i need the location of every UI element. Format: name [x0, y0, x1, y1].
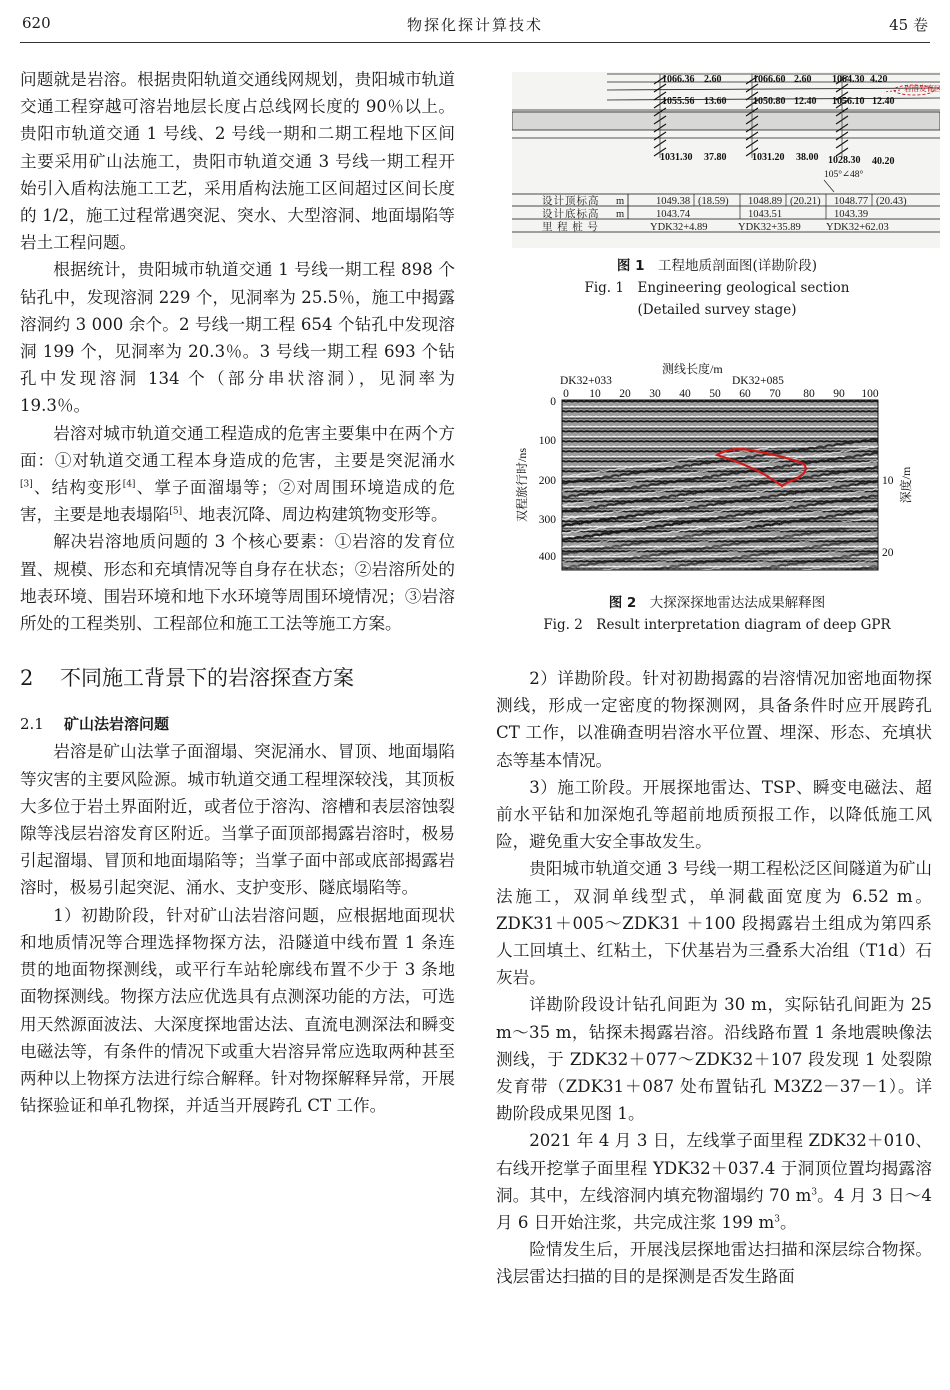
- depth-tick: 10: [882, 475, 894, 487]
- figure-2-caption: [487, 592, 947, 636]
- x-tick: 20: [619, 388, 631, 400]
- text-run: 岩溶对城市轨道交通工程造成的危害主要集中在两个方面：①对轨道交通工程本身造成的危害，主要是突泥涌水: [20, 423, 455, 470]
- borehole-label: 13.60: [704, 96, 727, 107]
- x-tick: 100: [861, 388, 879, 400]
- citation-ref[interactable]: [5]: [169, 506, 183, 517]
- x-tick: 10: [589, 388, 601, 400]
- caption-en: Fig. 2 Result interpretation diagram of deep GPR: [543, 617, 891, 633]
- right-column: [496, 665, 932, 1291]
- caption-text: 工程地质剖面图(详勘阶段): [658, 258, 818, 274]
- karst-zone-annotation: 岩溶发育区: [904, 84, 940, 93]
- caption-zh: [487, 255, 947, 277]
- station-marker: DK32+085: [732, 375, 784, 387]
- y-tick: 100: [538, 435, 556, 447]
- y-tick: 200: [538, 475, 556, 487]
- caption-text: 大探深探地雷达法成果解释图: [649, 595, 826, 611]
- borehole-label: 1066.60: [753, 74, 786, 85]
- superscript: 3: [774, 1214, 780, 1225]
- y-tick: 300: [538, 514, 556, 526]
- figure-2: [512, 360, 940, 575]
- table-cell: 1049.38: [656, 196, 691, 207]
- x-tick: 60: [739, 388, 751, 400]
- x-tick: 50: [709, 388, 721, 400]
- caption-en: (Detailed survey stage): [637, 302, 797, 318]
- table-cell: (18.59): [698, 196, 729, 207]
- borehole-label: 12.40: [872, 96, 895, 107]
- table-cell: YDK32+62.03: [826, 222, 889, 233]
- subsection-number: 2.1: [20, 715, 44, 734]
- borehole-label: 38.00: [796, 152, 819, 163]
- borehole-label: 1050.80: [753, 96, 786, 107]
- borehole-label: 1028.30: [828, 155, 861, 166]
- table-row-label: 设计底标高: [542, 209, 600, 220]
- table-cell: 1048.89: [748, 196, 783, 207]
- y-tick: 400: [538, 551, 556, 563]
- borehole-label: 1056.10: [832, 96, 865, 107]
- paragraph: 险情发生后，开展浅层探地雷达扫描和深层综合物探。浅层雷达扫描的目的是探测是否发生路面: [496, 1240, 932, 1287]
- table-cell: YDK32+4.89: [650, 222, 708, 233]
- borehole-label: 1064.30: [832, 74, 865, 85]
- borehole-label: 1055.56: [662, 96, 695, 107]
- paragraph: 2）详勘阶段。针对初勘揭露的岩溶情况加密地面物探测线，形成一定密度的物探测网，具备条件时应开展跨孔 CT 工作，以准确查明岩溶水平位置、埋深、形态、充填状态等基本情况。: [496, 669, 932, 770]
- superscript: 3: [811, 1187, 818, 1198]
- x-tick: 40: [679, 388, 691, 400]
- x-tick: 0: [563, 388, 569, 400]
- borehole-label: 37.80: [704, 152, 727, 163]
- section-heading: [20, 663, 455, 693]
- unit-label: m: [616, 196, 625, 207]
- table-cell: (20.21): [790, 196, 821, 207]
- header-rule: [20, 42, 930, 43]
- text-run: 、结构变形: [32, 478, 123, 498]
- caption-label: 图 2: [608, 595, 637, 611]
- y-axis-title-right: 深度/m: [899, 466, 913, 504]
- dip-angle-label: 105°∠48°: [824, 170, 864, 180]
- x-tick: 80: [803, 388, 815, 400]
- y-tick: 0: [550, 396, 556, 408]
- section-title: 不同施工背景下的岩溶探查方案: [60, 666, 354, 691]
- borehole-label: 1066.36: [662, 74, 695, 85]
- x-tick: 30: [649, 388, 661, 400]
- running-header: [0, 0, 950, 44]
- table-cell: 1048.77: [834, 196, 869, 207]
- table-cell: 1043.51: [748, 209, 783, 220]
- borehole-label: 4.20: [870, 74, 888, 85]
- geological-section-drawing: [512, 72, 940, 248]
- page-number: 620: [22, 14, 51, 32]
- figure-1: [512, 72, 940, 248]
- citation-ref[interactable]: [3]: [20, 479, 33, 490]
- paragraph: 贵阳城市轨道交通 3 号线一期工程松泛区间隧道为矿山法施工，双洞单线型式，单洞截面宽度为 6.52 m。ZDK31＋005～ZDK31 ＋100 段揭露岩土组成为第四系人工回填土、红粘土，下伏基岩为三叠系大冶组（T1d）石灰岩。: [496, 859, 932, 988]
- borehole-label: 40.20: [872, 156, 895, 167]
- paragraph: 3）施工阶段。开展探地雷达、TSP、瞬变电磁法、超前水平钻和加深炮孔等超前地质预报工作，以降低施工风险，避免重大安全事故发生。: [496, 777, 932, 852]
- borehole-label: 12.40: [794, 96, 817, 107]
- paragraph: 解决岩溶地质问题的 3 个核心要素：①岩溶的发育位置、规模、形态和充填情况等自身存在状态；②岩溶所处的地表环境、围岩环境和地下水环境等周围环境情况；③岩溶所处的工程类别、工程部位和施工工法等施工方案。: [20, 532, 455, 634]
- borehole-label: 2.60: [794, 74, 812, 85]
- text-run: 、掌子面溜塌等；②对周围环境造成的危害，主要是地表塌陷: [20, 478, 456, 525]
- left-column: [20, 66, 455, 1119]
- paragraph: [496, 1127, 932, 1236]
- citation-ref[interactable]: [4]: [122, 479, 136, 490]
- paragraph: 岩溶是矿山法掌子面溜塌、突泥涌水、冒顶、地面塌陷等灾害的主要风险源。城市轨道交通工程埋深较浅，其顶板大多位于岩土界面附近，或者位于溶沟、溶槽和表层溶蚀裂隙等浅层岩溶发育区附近。当掌子面顶部揭露岩溶时，极易引起溜塌、冒顶和地面塌陷等；当掌子面中部或底部揭露岩溶时，极易引起突泥、涌水、支护变形、隧底塌陷等。: [20, 742, 455, 898]
- depth-tick: 20: [882, 547, 894, 559]
- figure-1-caption: [487, 255, 947, 321]
- table-cell: YDK32+35.89: [738, 222, 801, 233]
- text-run: 、地表沉降、周边构建筑物变形等。: [182, 505, 448, 525]
- gpr-radargram: [512, 360, 940, 575]
- y-axis-title-left: 双程旅行时/ns: [515, 447, 529, 523]
- table-cell: 1043.39: [834, 209, 869, 220]
- section-number: 2: [20, 666, 34, 691]
- paragraph: 根据统计，贵阳城市轨道交通 1 号线一期工程 898 个钻孔中，发现溶洞 229 个，见洞率为 25.5％，施工中揭露溶洞约 3 000 余个。2 号线一期工程 654 个钻孔中发现溶洞 199 个，见洞率为 20.3％。3 号线一期工程 693 个钻孔中发现溶洞 134 个（部分串状溶洞），见洞率为 19.3％。: [20, 260, 455, 416]
- station-marker: DK32+033: [560, 375, 612, 387]
- text-run: 2021 年 4 月 3 日，左线掌子面里程 ZDK32＋010、右线开挖掌子面里程 YDK32＋037.4 于洞顶位置均揭露溶洞。其中，左线溶洞内填充物溜塌约 70 m: [496, 1131, 932, 1205]
- borehole-label: 2.60: [704, 74, 722, 85]
- paragraph: 问题就是岩溶。根据贵阳轨道交通线网规划，贵阳城市轨道交通工程穿越可溶岩地层长度占总线网长度的 90％以上。贵阳市轨道交通 1 号线、2 号线一期和二期工程地下区间主要采用矿山法施工，贵阳市轨道交通 3 号线一期工程开始引入盾构法施工工艺，采用盾构法施工区间超过区间长度的 1/2，施工过程常遇突泥、突水、大型溶洞、地面塌陷等岩土工程问题。: [20, 70, 455, 253]
- paragraph: [20, 420, 455, 529]
- subsection-heading: [20, 711, 455, 738]
- text-run: 。: [779, 1213, 797, 1233]
- table-cell: (20.43): [876, 196, 907, 207]
- borehole-label: 1031.20: [752, 152, 785, 163]
- unit-label: m: [616, 209, 625, 220]
- paragraph: 1）初勘阶段，针对矿山法岩溶问题，应根据地面现状和地质情况等合理选择物探方法，沿隧道中线布置 1 条连贯的地面物探测线，或平行车站轮廓线布置不少于 3 条地面物探测线。物探方法应优选具有点测深功能的方法，可选用天然源面波法、大深度探地雷达法、直流电测深法和瞬变电磁法等，有条件的情况下或重大岩溶异常应选取两种甚至两种以上物探方法进行综合解释。针对物探解释异常，开展钻探验证和单孔物探，并适当开展跨孔 CT 工作。: [20, 905, 455, 1116]
- table-cell: 1043.74: [656, 209, 691, 220]
- borehole-label: 1031.30: [660, 152, 693, 163]
- paragraph: 详勘阶段设计钻孔间距为 30 m，实际钻孔间距为 25 m～35 m，钻探未揭露岩溶。沿线路布置 1 条地震映像法测线，于 ZDK32＋077～ZDK32＋107 段发现 1 处裂隙发育带（ZDK31＋087 处布置钻孔 M3Z2－37－1）。详勘阶段成果见图 1。: [496, 995, 932, 1124]
- caption-en: Fig. 1 Engineering geological section: [584, 280, 850, 296]
- caption-zh: [487, 592, 947, 614]
- x-axis-title: 测线长度/m: [662, 362, 723, 376]
- caption-label: 图 1: [616, 258, 645, 274]
- x-tick: 70: [769, 388, 781, 400]
- x-tick: 90: [833, 388, 845, 400]
- table-row-label: 里 程 桩 号: [542, 222, 599, 233]
- volume: 45 卷: [889, 16, 928, 34]
- journal-title: 物探化探计算技术: [406, 16, 543, 34]
- table-row-label: 设计顶标高: [542, 196, 600, 207]
- subsection-title: 矿山法岩溶问题: [64, 715, 170, 734]
- text-run: 。4 月 3 日～4 月 6 日开始注浆，共完成注浆 199 m: [496, 1185, 932, 1233]
